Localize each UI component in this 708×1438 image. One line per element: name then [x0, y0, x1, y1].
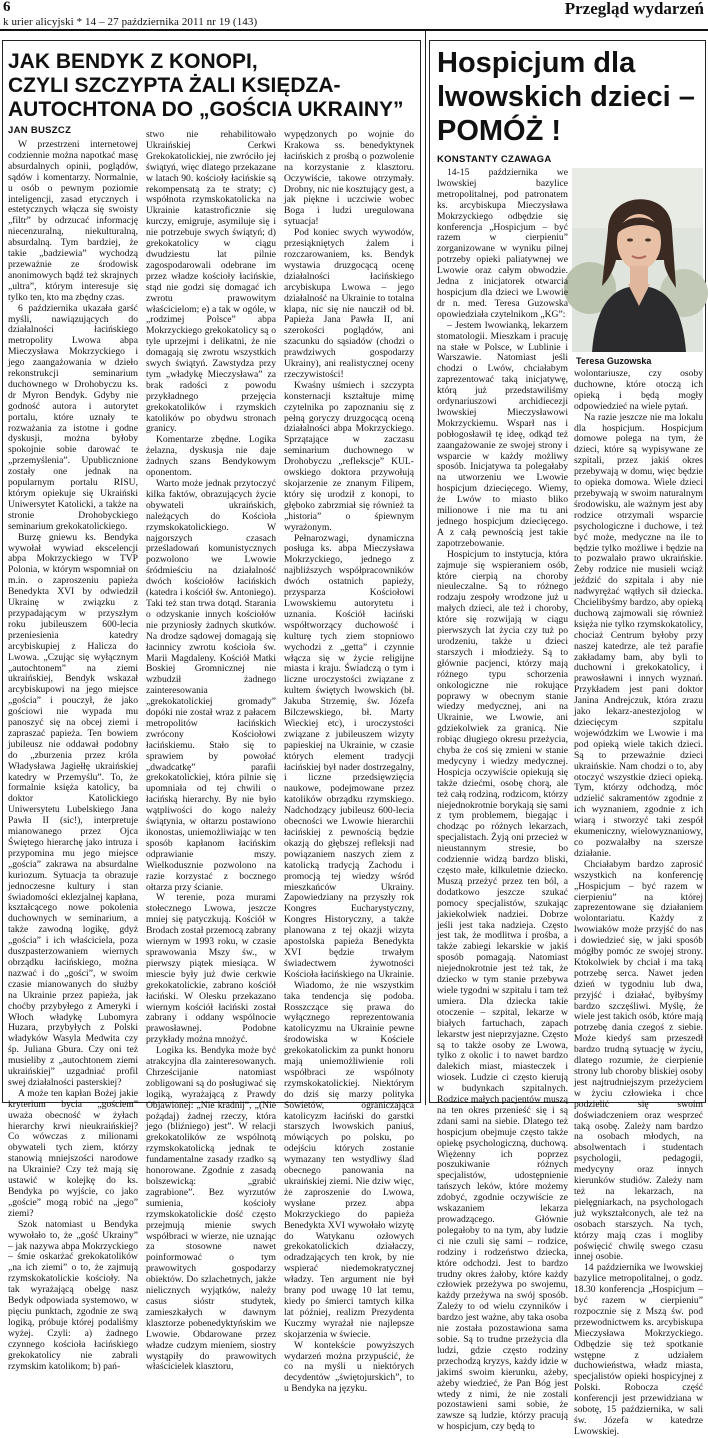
paragraph: A może ten kapłan Bożej jakie kryterium bycia „gościem” uważa obecność w żyłach hierarchy krwi nieukraińskiej? Co wówczas z milionami obywateli tych ziem, którzy stanowią mniejszości narodowe na Ukrainie? Czy też mają się ustawić w kolejkę do ks. Bendyka po wyjście, co jako „goście” mogą robić na „jego” ziemi?: [8, 1087, 138, 1219]
paragraph: Chciałabym bardzo zaprosić wszystkich na konferencję „Hospicjum – być razem w cierpieniu” na której zaprezentowane się działaniem wolontariatu. Każdy z lwowiaków może przyjść do nas i dowiedzieć się, w jaki sposób mógłby pomóc ze swojej strony. Ktokolwiek by chciał i ma taką potrzebę serca. Nawet jeden dzień w tygodniu lub dwa, przyjść i działać, byłbyśmy bardzo szczęśliwi. Myślę, że wiele jest takich osób, które mają potrzebę dania czegoś z siebie. Może kiedyś sam przeszedł bardzo trudną sytuację w życiu, dlatego rozumie, że cierpienie strony lub choroby bliskiej osoby jest najtrudniejszym przeżyciem w życiu człowieka i chce podzielić się swoim doświadczeniem oraz wesprzeć taką osobę. Zależy nam bardzo na osobach młodych, na absolwentach i studentach psychologii, pedagogii, medycyny oraz innych kierunków studiów. Zależy nam też na lekarzach, na pielęgniarkach, na psychologach już wykształconych, ale też na osobach starszych. Na tych, którzy mają czas i mogliby poświęcić chwilę swego czasu innej osobie.: [574, 858, 703, 1263]
paragraph: Kwaśny uśmiech i szczypta konsternacji kształtuje mimę czytelnika po zapoznaniu się z pełną goryczy druzgocącą oceną działalności abpa Mokrzyckiego. Sprzątające w zaczasu seminarium duchownego w Drohobyczu „reflekscje” KUL-owskiego doktora przywołują skojarzenie ze znanym Filipem, który się urodził z konopi, to głęboko zabrzmiał się również ta „historia” o śpiewnym wyrażonym.: [284, 379, 414, 533]
paragraph: Logika ks. Bendyka może być atrakcyjna dla zainteresowanych. Chrześcijanie natomiast zobligowani są do posługiwać się logiką, wyrażającą z Prawdy Objawionej: „Nie kradnij”, „(Nie pożądaj) żadnej rzeczy, która jego (bliźniego) jest”. W relacji grekokatolików ze wspólnotą rzymskokatolicką jednak te fundamentalne zasady rzadko są honorowane. Zgodnie z zasadą bolszewicką: „grabić zagrabione”. Bez wyrzutów sumienia, kościoły rzymskokatolickie dość często przejmują mienie swych współbraci w wierze, nie uznając za stosowne nawet poinformować o tym prawowitych gospodarzy obiektów. Do szlachetnych, jakże nielicznych wyjątków, należy casus sióstr studytek, zamieszkałych w dawnym klasztorze pobenedyktyńskim we Lwowie. Obdarowane przez władze cudzym mieniem, siostry wystąpiły do prawowitych właścicielek klasztoru,: [146, 1045, 276, 1373]
right-title-line: POMÓŻ !: [437, 115, 562, 147]
paragraph: 14-15 października we lwowskiej bazylice metropolitalnej, pod patronatem ks. arcybiskupa Mieczysława Mokrzyckiego odbędzie się konferencja „Hospicjum – być razem w cierpieniu” zorganizowane w wyniku pilnej potrzeby opieki paliatywnej we Lwowie oraz całym obwodzie. Jedna z inicjatorek otwarcia hospicjum dla dzieci we Lwowie dr n. med. Teresa Guzowska opowiedziała czytelnikom „KG”:: [437, 167, 568, 320]
left-title-line: AUTOCHTONA DO „GOŚCIA UKRAINY”: [8, 98, 404, 121]
paragraph: Hospicjum to instytucja, która zajmuje się wspieraniem osób, które cierpią na choroby nieuleczalne. Są to różnego rodzaju zespoły wrodzone już u małych dzieci, ale też i choroby, które się rozwijają w ciągu pierwszych lat życia czy tuż po urodzeniu, także u dzieci starszych i młodzieży. Są to głównie pacjenci, którzy mają różnego typu schorzenia onkologiczne nie rokujące poprawy w obecnym stanie wiedzy medycznej, ani na Ukrainie, we Lwowie, ani gdziekolwiek za granicą. Nie robiąc długiego okresu przeżycia, chyba że coś się zmieni w stanie medycyny i wiedzy medycznej. Hospicja oczywiście opiekują się także dziećmi, osobę chorą, ale też całą rodziną, rodzicom, którzy niejednokrotnie borykają się sami z tym problemem, biegając i chodząc po różnych lekarzach, specjalistach. Żyją oni przecież w nieustannym stresie, bo codziennie widzą bardzo bliski, często małe, kilkuletnie dziecko. Muszą przeżyć przez ten ból, a dodatkowo jeszcze szukać pomocy specjalistów, szukając jakiekolwiek nadziei. Dobrze jeśli jest taka nadzieja. Często jest tak, że modlitwa i prośba, a także zabiegi lekarskie w jakiś sposób pomagają. Natomiast niejednokrotnie jest też tak, że dziecko w tym stanie przebywa wiele tygodni w szpitalu i tam też umiera. Dla dziecka takie otoczenie – szpital, lekarze w białych fartuchach, zapach lekarstw jest nieprzyjazne. Często są to także osoby ze Lwowa, tylko z okolic i to nawet bardzo dalekich miast, miasteczek i wiosek. Ludzie ci często kierują w budynkach szpitalnych. Rodzice małych pacjentów muszą na ten okres przenieść się i są zdani sami na siebie. Dlatego też hospicjum obejmuje często także opiekę psychologiczną, duchową. Więżenny ich poprzez poszukiwanie różnych specjalistów, udostępnienie tańszych leków, które możemy zdobyć, zgodnie oczywiście ze wskazaniem lekarza prowadzącego. Głównie polegałoby to na tym, aby ludzie ci nie czuli się sami – rodzice, rodziny i rodzeństwo dziecka, które odchodzi. Jest to bardzo trudny okres żałoby, które każdy człowiek przeżywa po swojemu, każdy przeżywa na swój sposób. Zależy to od wielu czynników i bardzo jest ważne, aby taka osoba nie została pozostawiona sama sobie. Są to trudne przeżycia dla ludzi, gdzie często rodziny przechodzą kryzys, każdy idzie w jakimś swoim kierunku, ażeby, ażeby wiedzieć, że Pan Bóg jest wtedy z nimi, że nie zostali pozostawieni sami sobie, że zawsze są ludzie, którzy pracują w hospicjum, czy będą to: [437, 548, 568, 1433]
left-article-column-1: [8, 139, 138, 1372]
paragraph: Na razie jeszcze nie ma lokalu dla hospicjum. Hospicjum domowe polega na tym, że dzieci, które są wypisywane ze szpitali, przez jakiś okres przebywają w domu, więc będzie to opieka domowa. Wiele dzieci przebywają w swoim naturalnym środowisku, ale ważnym jest aby rodzice otrzymali wsparcie psychologiczne i duchowe, i też być może, medyczne na ile to będzie tylko możliwe i będzie na to pozwalało prawo ukraińskie. Żeby rodzice nie musieli wciąż jeździć do szpitala i aby nie nadwyrężać wątłych sił dziecka. Chcielibyśmy bardzo, aby opieką duchową zajmowali się również księża nie tylko rzymskokatolicy, chociaż Centrum byłoby przy naszej katedrze, ale też parafie zakładamy bam, aby byli to duchowni i grekokatolicy, i prawosławni i innych wyznań. Przykładem jest pani doktor Janina Andrejczuk, która zrazu jako lekarz-anestezjolog w dziecięcym szpitalu wojewódzkim we Lwowie i ma pod opieką wiele takich dzieci. Są to przeważnie dzieci ukraińskie. Nam chodzi o to, aby otoczyć wszystkie dzieci opieką. Tym, którzy odchodzą, móc udzielić sakramentów zgodnie z ich wyznaniem, zgodnie z ich wiarą i stworzyć taki zespół ekumeniczny, wielowyznaniowy, co pozwalałby na szersze działanie.: [574, 411, 703, 859]
section-title: Przegląd wydarzeń: [564, 0, 704, 18]
paragraph: Szok natomiast u Bendyka wywołało to, że „gość Ukrainy” – jak nazywa abpa Mokrzyckiego – śmie oskarżać grekokatolików „na ich ziemi” o to, że zajmują rzymskokatolickie kościoły. Na tak wyrażającą obelgę nasz Bedyk odpowiada systemowo, w pięciu punktach, zgodnie ze swą logiką, próbuje której podaliśmy wyżej. Czyli: a) żadnego czynnego kościoła łacińskiego grekokatolicy nie zabrali rzymskim katolikom; b) pań-: [8, 1218, 138, 1372]
left-article-column-3: [284, 129, 415, 1395]
issue-line: k urier alicyjski * 14 – 27 października 2011 nr 19 (143): [3, 16, 258, 28]
paragraph: wypędzonych po wojnie do Krakowa ss. benedyktynek łacińskich z prośbą o pozwolenie na korzystanie z klasztoru. Oczywiście, takowe otrzymały. Drobny, nic nie kosztujący gest, a jak piękne i uczciwie wobec Boga i ludzi uregulowana sytuacja!: [284, 129, 414, 228]
paragraph: 14 października we lwowskiej bazylice metropolitalnej, o godz. 18.30 konferencja „Hospicjum – być razem w cierpieniu” rozpocznie się z Mszą św. pod przewodnictwem ks. arcybiskupa Mieczysława Mokrzyckiego. Odbędzie się też spotkanie wstępne z udziałem duchowieństwa, władz miasta, specjalistów opieki hospicyjnej z Polski. Robocza część konferencji jest przewidziana w sobotę, 15 października, w sali św. Józefa w katedrze Lwowskiej.: [574, 1262, 703, 1437]
paragraph: Pełnarozwagi, dynamiczna posługa ks. abpa Mieczysława Mokrzyckiego, jednego z najbliższych współpracowników dwóch ostatnich papieży, przysparza Kościołowi Lwowskiemu autorytetu i uznania. Kościół łaciński współtworzący duchowość i kulturę tych ziem stopniowo wychodzi z „getta” i czynnie włącza się w życie religijne miasta i kraju. Świadczą o tym i liczne uroczystości związane z kultem świętych lwowskich (bł. Jakuba Strzemię, św. Józefa Bilczewskiego, bł. Marty Wieckiej etc), i uroczystości związane z jubileuszem wizyty papieskiej na Ukrainie, w czasie których element tradycji łacińskiej był nader dostrzegalny, i liczne przedsięwzięcia naukowe, podejmowane przez katolików obrządku rzymskiego. Nadchodzący jubileusz 600-lecia obecności we Lwowie hierarchii łacińskiej z pewnością będzie okazją do głębszej refleksji nad powiązaniem naszych ziem z katolicką tradycją Zachodu i promocją tej wiedzy wśród mieszkańców Ukrainy. Zapowiedziany na przyszły rok Kongres Eucharystyczny, Kongres Historyczny, a także planowana z tej okazji wizyta apostolska papieża Benedykta XVI będzie trwałym świadectwem żywotności Kościoła łacińskiego na Ukrainie.: [284, 532, 415, 980]
right-article-title: [437, 46, 705, 148]
column-divider: [425, 31, 426, 1105]
paragraph: Pod koniec swych wywodów, przesiąkniętych żalem i rozczarowaniem, ks. Bendyk wystawia druzgocącą ocenę działalności łacińskiego arcybiskupa Lwowa – jego działalność na Ukrainie to totalna klapa, nic się nie naucził od bł. Papieża Jana Pawła II, ani szerokości poglądów, ani szacunku do sąsiadów (chodzi o prawdziwych gospodarzy Ukrainy), ani realistycznej oceny rzeczywistości!: [284, 227, 414, 380]
right-article-author: KONSTANTY CZAWAGA: [437, 154, 552, 165]
portrait-photo: [572, 168, 703, 352]
left-article-title: [8, 50, 418, 122]
portrait-image: [572, 168, 703, 352]
right-title-line: Hospicjum dla: [437, 47, 636, 79]
left-title-line: CZYLI SZCZYPTA ŻALI KSIĘDZA-: [8, 74, 341, 97]
page-number: 6: [3, 0, 11, 15]
paragraph: W kontekście powyższych wydarzeń można przypuścić, że co na myśli u niektórych decydentów „świętojurskich”, to u Bendyka na języku.: [284, 1339, 414, 1395]
paragraph: wolontariusze, czy osoby duchowne, które otoczą ich opieką i będą mogły odpowiedzieć na wiele pytań.: [574, 368, 703, 412]
left-article-column-2: [146, 129, 276, 1373]
paragraph: W przestrzeni internetowej codziennie można napotkać masę absurdalnych opinii, poglądów, sądów i komentarzy. Normalnie, u osób o pewnym poziomie inteligencji, zasad etycznych i estetycznych włącza się swoisty „filtr” by odrzucać informację niecenzuralną, niekulturalną, absurdalną. Tym bardziej, że takie „badziewia” wychodzą przeważnie ze środowisk anonimowych bądź też skrajnych „ultra”, którym interesuje się tylko ten, kto ma zbędny czas.: [8, 139, 138, 303]
right-article-column-2: [574, 368, 703, 1437]
paragraph: W terenie, poza murami stołecznego Lwowa, jeszcze mniej się patyczkują. Kościół w Brodach został przemocą zabrany wiernym w 1993 roku, w czasie sprawowania Mszy św., w pierwszy piątek miesiąca. W miescie były już dwie cerkwie grekokatolickie, zabrano kościół łaciński. W Olesku przekazano wiernym kościół łaciński został zabrany i oddany wspólnocie prawosławnej. Podobne przykłady można mnożyć.: [146, 892, 276, 1046]
paragraph: Burzę gniewu ks. Bendyka wywołał wywiad ekscelencji abpa Mokrzyckiego w TVP Polonia, w którym wspomniał on m.in. o zaproszeniu papieża Benedykta XVI by odwiedził Ukrainę w związku z przypadającym w przyszłym roku jubileuszem 600-lecia przeniesienia katedry arcybiskupiej z Halicza do Lwowa. „Czując się wyłącznym „autochtonem” na ziemi ukraińskiej, Bendyk wskazał arcybiskupowi na jego miejsce „gościa” i pouczył, że jako gościowi nie wypada mu panoszyć się na obcej ziemi i zapraszać papieża. Ten bowiem jubileusz nie oddawał podobny do „zburzenia przez króla Władysława Jagiełłę ukraińskiej katedry w Przemyślu”. To, że formalnie księża katolicy, ba doktor Katolickiego Uniwersytetu Lubelskiego Jana Pawła II (sic!), interpretuje mianowanego przez Ojca Świętego hierarchę jako intruza i przypomina mu jego miejsce „gościa” zakrawa na absurdalne kuriozum. Sytuacja ta obrazuje jednoczesne kultury i stan świadomości eklezjalnej kapłana, kształcącego nowe pokolenia duchownych w seminarium, a także zawodną logikę, gdyż „gościa” i ich właściciela, poza duszpasterzowaniem wiernych obrządku łacińskiego, można nazwać i do „gości”, w swoim czasie mianowanych do służby na Ukrainie przez papieża, jak choćby przybyłego z Ameryki i Włoch władykę Lubomyra Huzara, przybyłych z Polski władyków Wasyla Medwita czy śp. Juliana Gbura. Czy oni też musieliby z „autochtonem ziemi ukraińskiej” uzgadniać profil swej działalności pasterskiej?: [8, 531, 138, 1088]
paragraph: 6 października ukazała garść myśli, nawiązujących do działalności łacińskiego metropolity Lwowa abpa Mieczysława Mokrzyckiego i jego zaangażowania w dzieło rekonstrukcji seminarium duchownego w Drohobyczu ks. dr Myron Bendyk. Gdyby nie godność autora i autorytet portalu, które uznały te rozważania za istotne i godne dyskusji, można byłoby spokojnie sobie darować te „przemyślenia”. Upublicznione zostały one jednak na popularnym portalu RISU, którym opiekuje się Ukraiński Uniwersytet Katolicki, a także na stronie Drohobyckiego seminarium grekokatolickiego.: [8, 302, 138, 532]
left-article-author: JAN BUSZCZ: [8, 125, 72, 136]
paragraph: Wiadomo, że nie wszystkim taka tendencja się podoba. Rosszczące się prawa do wyłącznego reprezentowania katolicyzmu na Ukrainie pewne środowiska w Kościele grekokatolickim za punkt honoru mają uniemożliwienie roli współbraci ze wspólnoty rzymskokatolickiej. Niektórym do dziś się marzy polityka Sowietów, ograniczająca katolicyzm łaciński do garstki starszych lwowskich paniuś, mówiących po polsku, po odejściu których zostanie wymazany ten wstydliwy ślad obecnego panowania na ukraińskiej ziemi. Nie dziw więc, że zaproszenie do Lwowa, wysłane przez abpa Mokrzyckiego do papieża Benedykta XVI wywołało wizytę do Watykanu ozłowych grekokatolickich działaczy, odradzających ten krok, by nie wspierać niedemokratycznej władzy. Ten argument nie był brany pod uwagę 10 lat temu, kiedy po śmierci tamtych kilka lat później, realizm Prezydenta Kuczmy wyrażał nie najlepsze skojarzenia w świecie.: [284, 979, 414, 1340]
paragraph: stwo nie rehabilitowało Ukraińskiej Cerkwi Grekokatolickiej, nie zwróciło jej świątyń, więc dlatego przekazane w latach 90. kościoły łacińskie są rekompensatą za te straty; c) współnota rzymskokatolicka na Ukrainie katastroficznie się kurczy, emigruje, asymiluje się i nie potrzebuje swych świątyń; d) grekokatolicy w ciągu dwudziestu lat pilnie zagospodarowali odebrane im przez władze kościoły łacińskie, stąd nie godzi się domagać ich zwrotu prawowitym właścicielom; e) a tak w ogóle, w „rodzimej Polsce” abpa Mokrzyckiego grekokatolicy są o tyle uprzejmi i delikatni, że nie domagają się zwrotu wszystkich swych świątyń. Zawstydza przy tym „władykę Mieczysława” za brak radości z powodu przykładnego przejęcia grekokatolików i rzymskich katolików po obydwu stronach granicy.: [146, 129, 276, 435]
right-title-line: lwowskich dzieci –: [437, 81, 695, 113]
right-article-column-1: [437, 167, 568, 1433]
header-rule: [0, 29, 708, 31]
left-title-line: JAK BENDYK Z KONOPI,: [8, 50, 258, 73]
paragraph: – Jestem lwowianką, lekarzem stomatologii. Mieszkam i pracuję na stałe w Polsce, w Lublinie i Warszawie. Natomiast jeśli chodzi o Lwów, chciałabym zaprezentować taką inicjatywę, którą już przedstawiliśmy ordynariuszowi archidiecezji lwowskiej Mieczysławowi Mokrzyckiemu. Wsparł nas i pobłogosławił tę ideę, odkąd też zaangażowanie ze swojej strony i wsparcie w każdy możliwy sposób. Inicjatywa ta polegałaby na utworzeniu we Lwowie hospicjum dziecięcego. Wiemy, że Lwów to miasto bliko milionowe i nie ma tu ani jednego hospicjum dziecięcego. A z całą pewnością jest takie zapotrzebowanie.: [437, 319, 568, 549]
page-header: [0, 0, 708, 30]
paragraph: Komentarze zbędne. Logika żelazna, dyskusja nie daje żadnych szans Bendykowym oponentom.: [146, 434, 276, 479]
paragraph: Warto może jednak przytoczyć kilka faktów, obrazujących życie obywateli ukraińskich, należących do Kościoła rzymskokatolickiego. W najgorszych czasach prześladowań komunistycznych pozwolono we Lwowie śródmieściu na działalność dwóch kościołów łacińskich (katedra i kościół św. Antoniego). Taki też stan trwa dotąd. Starania o odzyskanie innych kościołów nie przyniosły żadnych skutków. Na drodze sądowej domagają się łacinnicy zwrotu kościoła św. Marii Magdaleny. Kościół Matki Boskiej Gromnicznej nie wzbudził żadnego zainteresowania „grekokatolickiej gromady” dopóki nie został wraz z pałacem metropolitów łacińskich zwrócony Kościołowi łacińskiemu. Stało się to sprawiem by powołać „dwadcatkę” parafii grekokatolickiej, która pilnie się upomniała od tej chwili o łacińską hierarchy. By nie było wątpliwości do kogo należy świątynia, w ołtarzu postawiono ikonostas, uniemożliwiając w ten sposób kapłanom łacińskim odprawianie mszy. Wielkodusznie pozwolono na razie korzystać z bocznego ołtarza przy ścianie.: [146, 478, 276, 893]
photo-caption: Teresa Guzowska: [576, 356, 652, 366]
